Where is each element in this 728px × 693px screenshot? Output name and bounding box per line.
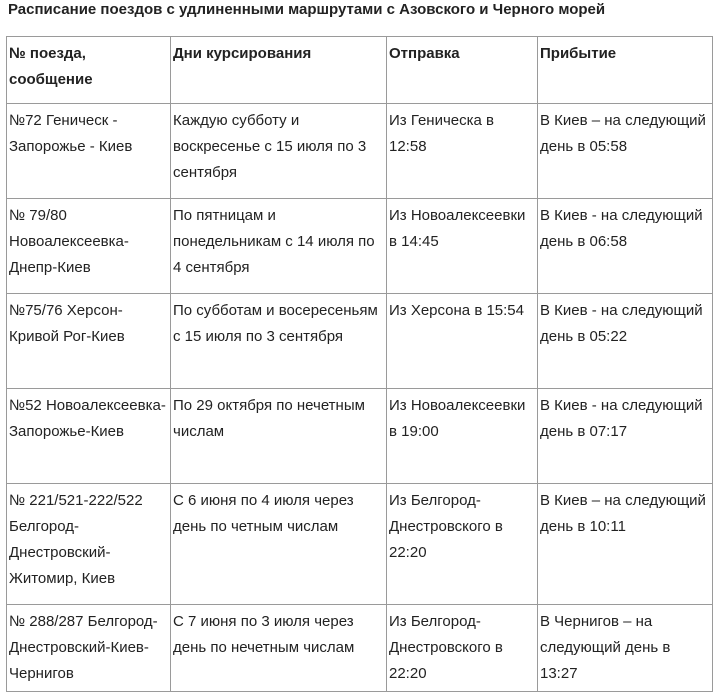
cell-days: С 7 июня по 3 июля через день по нечетным числам (171, 605, 387, 692)
cell-days: По субботам и восересеньям с 15 июля по 3 сентября (171, 294, 387, 389)
cell-train: № 221/521-222/522 Белгород-Днестровский-Житомир, Киев (7, 484, 171, 605)
cell-train: №72 Геническ - Запорожье - Киев (7, 104, 171, 199)
cell-arrival: В Киев - на следующий день в 07:17 (538, 389, 713, 484)
cell-arrival: В Киев - на следующий день в 05:22 (538, 294, 713, 389)
cell-train: №75/76 Херсон-Кривой Рог-Киев (7, 294, 171, 389)
page-title: Расписание поездов с удлиненными маршрутами с Азовского и Черного морей (8, 1, 606, 18)
header-departure: Отправка (387, 37, 538, 104)
cell-departure: Из Белгород-Днестровского в 22:20 (387, 605, 538, 692)
header-train-number: № поезда, сообщение (7, 37, 171, 104)
cell-departure: Из Новоалексеевки в 14:45 (387, 199, 538, 294)
cell-departure: Из Белгород-Днестровского в 22:20 (387, 484, 538, 605)
cell-arrival: В Киев - на следующий день в 06:58 (538, 199, 713, 294)
header-arrival: Прибытие (538, 37, 713, 104)
cell-days: С 6 июня по 4 июля через день по четным числам (171, 484, 387, 605)
cell-departure: Из Геническа в 12:58 (387, 104, 538, 199)
table-header-row (7, 37, 713, 104)
cell-train: № 288/287 Белгород-Днестровский-Киев-Чернигов (7, 605, 171, 692)
cell-days: По пятницам и понедельникам с 14 июля по 4 сентября (171, 199, 387, 294)
table-row (7, 199, 713, 294)
cell-departure: Из Новоалексеевки в 19:00 (387, 389, 538, 484)
train-schedule-table (6, 36, 713, 692)
cell-arrival: В Киев – на следующий день в 10:11 (538, 484, 713, 605)
table-row (7, 389, 713, 484)
table-row (7, 605, 713, 692)
cell-departure: Из Херсона в 15:54 (387, 294, 538, 389)
cell-days: Каждую субботу и воскресенье с 15 июля по 3 сентября (171, 104, 387, 199)
cell-train: № 79/80 Новоалексеевка-Днепр-Киев (7, 199, 171, 294)
header-running-days: Дни курсирования (171, 37, 387, 104)
cell-arrival: В Чернигов – на следующий день в 13:27 (538, 605, 713, 692)
cell-days: По 29 октября по нечетным числам (171, 389, 387, 484)
table-row (7, 294, 713, 389)
cell-train: №52 Новоалексеевка-Запорожье-Киев (7, 389, 171, 484)
cell-arrival: В Киев – на следующий день в 05:58 (538, 104, 713, 199)
table-row (7, 104, 713, 199)
table-row (7, 484, 713, 605)
